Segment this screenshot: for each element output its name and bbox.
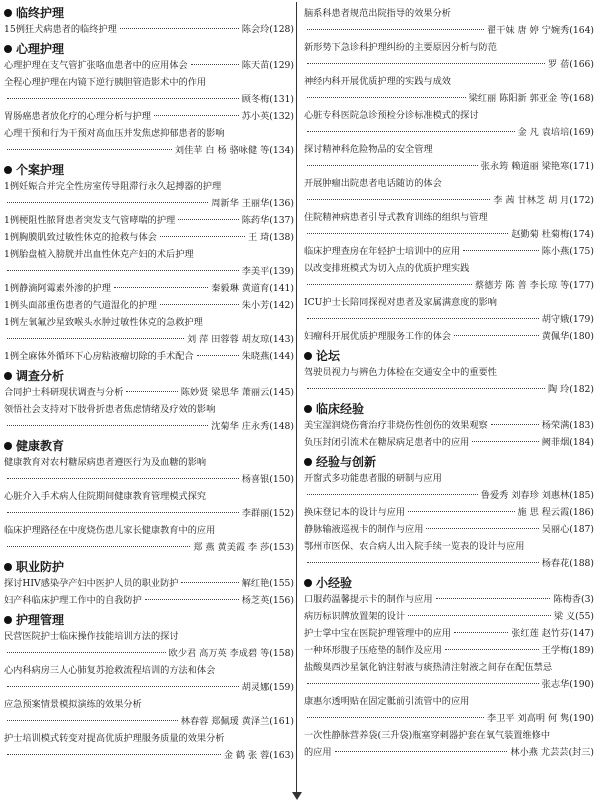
entry-authors-page: 蔡德芳 陈 普 李长琼 等(177): [474, 280, 594, 291]
toc-entry-row: [304, 608, 594, 625]
entry-title: 以改变排班模式为切入点的优质护理实践: [304, 263, 470, 274]
leader-dots: [408, 615, 551, 616]
entry-authors-page: 沈菊华 庄永秀(148): [211, 421, 294, 432]
entry-authors-page: 张红莲 赵竹芬(147): [511, 628, 594, 639]
entry-title: 静脉输液巡视卡的制作与应用: [304, 524, 424, 535]
toc-entry: [4, 280, 294, 297]
toc-entry-row: [4, 212, 294, 229]
toc-entry: [4, 592, 294, 609]
leader-dots: [307, 284, 472, 285]
leader-dots: [7, 546, 190, 547]
toc-section: [304, 5, 594, 345]
section-title: 职业防护: [16, 560, 65, 574]
section-heading: [4, 5, 294, 21]
entry-title: 负压封闭引流术在糖尿病足患者中的应用: [304, 437, 470, 448]
toc-entry-row: [304, 417, 594, 434]
toc-entry-row: [4, 263, 294, 280]
toc-entry: [304, 538, 594, 572]
entry-authors-page: 李卫平 刘高明 何 隽(190): [487, 713, 594, 724]
leader-dots: [307, 165, 478, 166]
toc-entry-row: [4, 331, 294, 348]
toc-entry: [304, 504, 594, 521]
toc-entry-row: [304, 591, 594, 608]
entry-title: 住院精神病患者引导式教育训练的组织与管理: [304, 212, 488, 223]
entry-authors-page: 陈妙贤 梁思华 萧丽云(145): [180, 387, 294, 398]
toc-entry-row: [304, 277, 594, 294]
toc-entry-row: [304, 381, 594, 398]
divider-arrow-icon: [292, 792, 302, 800]
toc-entry: [4, 522, 294, 556]
toc-entry-row: [304, 192, 594, 209]
toc-right-column: [304, 2, 594, 761]
section-title: 心理护理: [16, 42, 65, 56]
entry-title: 临床护理路径在中度烧伤患儿家长健康教育中的应用: [4, 525, 216, 536]
leader-dots: [436, 598, 551, 599]
entry-title: 心脏专科医院急诊预检分诊标准模式的探讨: [304, 110, 479, 121]
leader-dots: [181, 582, 238, 583]
toc-entry-row: [4, 297, 294, 314]
toc-section: [304, 454, 594, 572]
toc-entry: [304, 39, 594, 73]
toc-entry-row: [304, 710, 594, 727]
leader-dots: [463, 250, 539, 251]
leader-dots: [160, 236, 245, 237]
toc-entry: [4, 108, 294, 125]
toc-entry: [304, 591, 594, 608]
bullet-icon: [4, 563, 12, 571]
entry-title: 口服药温馨提示卡的制作与应用: [304, 594, 433, 605]
toc-section: [4, 5, 294, 38]
leader-dots: [426, 528, 538, 529]
leader-dots: [307, 683, 539, 684]
entry-authors-page: 陈梅香(3): [553, 594, 594, 605]
entry-title: 神经内科开展优质护理的实践与成效: [304, 76, 451, 87]
entry-title: 1例胸膜肌致过敏性休克的抢救与体会: [4, 232, 157, 243]
bullet-icon: [4, 372, 12, 380]
toc-entry-row: [304, 487, 594, 504]
leader-dots: [307, 97, 466, 98]
toc-entry: [304, 521, 594, 538]
entry-title: 心脏介入手术病人住院期间健康教育管理模式探究: [4, 491, 207, 502]
entry-authors-page: 李美平(139): [241, 266, 294, 277]
toc-entry-row: [4, 471, 294, 488]
toc-entry: [4, 178, 294, 212]
bullet-icon: [304, 352, 312, 360]
entry-title: 换床登记本的设计与应用: [304, 507, 406, 518]
entry-authors-page: 林小燕 尤芸芸(封三): [510, 747, 594, 758]
section-title: 个案护理: [16, 163, 65, 177]
leader-dots: [7, 338, 184, 339]
toc-section: [4, 559, 294, 609]
entry-authors-page: 刘佳苹 白 杨 骆咏健 等(134): [174, 145, 294, 156]
toc-section: [304, 575, 594, 761]
section-title: 临终护理: [16, 6, 65, 20]
toc-section: [4, 41, 294, 159]
bullet-icon: [4, 166, 12, 174]
entry-authors-page: 郑 燕 黄美霞 李 莎(153): [193, 542, 294, 553]
toc-entry-row: [4, 195, 294, 212]
entry-authors-page: 罗 蓓(166): [547, 59, 594, 70]
toc-left-column: [4, 2, 294, 764]
leader-dots: [197, 355, 239, 356]
toc-entry: [4, 297, 294, 314]
toc-entry: [4, 730, 294, 764]
leader-dots: [7, 686, 239, 687]
toc-entry-row: [4, 57, 294, 74]
leader-dots: [7, 512, 239, 513]
leader-dots: [154, 115, 239, 116]
section-heading: [4, 162, 294, 178]
leader-dots: [491, 424, 539, 425]
entry-authors-page: 施 思 程云霞(186): [517, 507, 594, 518]
leader-dots: [160, 304, 239, 305]
leader-dots: [7, 270, 239, 271]
entry-title: 脑系科患者规范出院指导的效果分析: [304, 8, 451, 19]
toc-entry: [304, 642, 594, 659]
entry-authors-page: 翟干妹 唐 婷 宁婉秀(164): [487, 25, 594, 36]
entry-authors-page: 张永筠 赖道丽 梁艳寒(171): [480, 161, 594, 172]
entry-title: 1例妊娠合并完全性房室传导阻滞行永久起搏器的护理: [4, 181, 222, 192]
entry-title: 临床护理查房在年轻护士培训中的应用: [304, 246, 461, 257]
entry-authors-page: 黄佩华(180): [541, 331, 594, 342]
toc-entry: [304, 693, 594, 727]
bullet-icon: [304, 579, 312, 587]
entry-authors-page: 张志华(190): [541, 679, 594, 690]
bullet-icon: [304, 405, 312, 413]
entry-title: 探讨HIV感染孕产妇中医护人员的职业防护: [4, 578, 179, 589]
leader-dots: [7, 425, 208, 426]
toc-entry-row: [304, 22, 594, 39]
leader-dots: [445, 649, 539, 650]
toc-section: [304, 401, 594, 451]
toc-entry: [4, 662, 294, 696]
entry-title: 1例全麻体外循环下心房粘液瘤切除的手术配合: [4, 351, 194, 362]
entry-authors-page: 杨春花(188): [541, 558, 594, 569]
leader-dots: [120, 28, 239, 29]
toc-section: [4, 438, 294, 556]
toc-entry: [304, 5, 594, 39]
entry-authors-page: 金 鹤 张 蓉(163): [223, 750, 294, 761]
toc-entry: [304, 107, 594, 141]
bullet-icon: [4, 442, 12, 450]
entry-authors-page: 陈小燕(175): [541, 246, 594, 257]
toc-entry: [304, 260, 594, 294]
toc-entry: [4, 74, 294, 108]
entry-authors-page: 王学梅(189): [541, 645, 594, 656]
toc-entry-row: [4, 418, 294, 435]
toc-entry-row: [304, 243, 594, 260]
toc-entry-row: [4, 229, 294, 246]
entry-authors-page: 朱小芳(142): [241, 300, 294, 311]
entry-title: 1例胎盘植入膀胱并出血性休克产妇的术后护理: [4, 249, 194, 260]
entry-title: 新形势下急诊科护理纠纷的主要原因分析与防范: [304, 42, 497, 53]
entry-authors-page: 秦毅琳 黄道育(141): [211, 283, 294, 294]
entry-authors-page: 陈天苗(129): [241, 60, 294, 71]
leader-dots: [335, 751, 508, 752]
toc-entry-row: [4, 679, 294, 696]
section-title: 健康教育: [16, 439, 65, 453]
toc-entry-row: [304, 56, 594, 73]
toc-entry: [304, 175, 594, 209]
entry-title: 1例梗阻性脓肾患者突发支气管哮喘的护理: [4, 215, 176, 226]
entry-title: 全程心理护理在内镜下逆行胰胆管造影术中的作用: [4, 77, 207, 88]
toc-entry: [4, 246, 294, 280]
toc-entry: [4, 229, 294, 246]
toc-entry-row: [304, 90, 594, 107]
toc-entry: [304, 417, 594, 434]
toc-entry: [304, 73, 594, 107]
entry-title: 胃肠癌患者放化疗的心理分析与护理: [4, 111, 151, 122]
leader-dots: [307, 388, 545, 389]
leader-dots: [126, 391, 177, 392]
entry-title: 驾驶员视力与辨色力体检在交通安全中的重要性: [304, 367, 497, 378]
leader-dots: [307, 29, 484, 30]
entry-title: 盐酸臭西沙星氯化钠注射液与痰热清注射液之间存在配伍禁忌: [304, 662, 553, 673]
leader-dots: [472, 441, 538, 442]
toc-entry-row: [304, 311, 594, 328]
toc-entry-row: [304, 504, 594, 521]
toc-entry: [304, 608, 594, 625]
entry-title: 心理护理在支气管扩张咯血患者中的应用体会: [4, 60, 188, 71]
toc-entry-row: [4, 108, 294, 125]
entry-title: 开展肿瘤出院患者电话随访的体会: [304, 178, 442, 189]
toc-entry: [304, 141, 594, 175]
toc-entry-row: [304, 434, 594, 451]
entry-title-tail: 的应用: [304, 747, 332, 758]
section-title: 临床经验: [316, 402, 365, 416]
leader-dots: [191, 64, 239, 65]
toc-entry: [304, 727, 594, 761]
entry-title: 心理干预和行为干预对高血压并发焦虑抑郁患者的影响: [4, 128, 225, 139]
entry-authors-page: 林春蓉 郑佩瑷 黄泽兰(161): [180, 716, 294, 727]
section-heading: [304, 348, 594, 364]
leader-dots: [7, 149, 172, 150]
toc-entry: [4, 401, 294, 435]
toc-entry-row: [4, 280, 294, 297]
bullet-icon: [4, 616, 12, 624]
toc-entry: [4, 628, 294, 662]
leader-dots: [307, 199, 490, 200]
entry-title: 15例狂犬病患者的临终护理: [4, 24, 117, 35]
entry-authors-page: 王 琦(138): [247, 232, 294, 243]
entry-authors-page: 陈药华(137): [241, 215, 294, 226]
leader-dots: [307, 63, 545, 64]
toc-entry: [304, 470, 594, 504]
entry-authors-page: 顾冬梅(131): [241, 94, 294, 105]
entry-authors-page: 胡守娥(179): [541, 314, 594, 325]
entry-authors-page: 杨喜银(150): [241, 474, 294, 485]
section-heading: [4, 559, 294, 575]
section-heading: [4, 612, 294, 628]
toc-entry-row: [304, 521, 594, 538]
entry-authors-page: 鲁爱秀 刘春珍 刘惠林(185): [480, 490, 594, 501]
leader-dots: [7, 754, 221, 755]
toc-entry: [4, 384, 294, 401]
toc-entry-row: [304, 625, 594, 642]
bullet-icon: [4, 9, 12, 17]
toc-section: [4, 612, 294, 764]
toc-entry-row: [4, 539, 294, 556]
section-title: 调查分析: [16, 369, 65, 383]
entry-title: 妇瘤科开展优质护理服务工作的体会: [304, 331, 451, 342]
toc-entry-row: [4, 747, 294, 764]
entry-title: 开窗式多功能患者服的研制与应用: [304, 473, 442, 484]
section-heading: [304, 575, 594, 591]
bullet-icon: [304, 458, 312, 466]
entry-title: 1例左氧氟沙星致喉头水肿过敏性休克的急救护理: [4, 317, 203, 328]
toc-entry-row: [304, 642, 594, 659]
leader-dots: [307, 562, 539, 563]
toc-entry: [4, 314, 294, 348]
entry-title: 心内科病房三人心肺复苏抢救流程培训的方法和体会: [4, 665, 216, 676]
toc-entry: [4, 575, 294, 592]
entry-title: 应急预案情景模拟演练的效果分析: [4, 699, 142, 710]
toc-entry: [304, 209, 594, 243]
toc-entry-row: [4, 575, 294, 592]
toc-entry-row: [304, 676, 594, 693]
entry-authors-page: 朱晓燕(144): [241, 351, 294, 362]
leader-dots: [307, 494, 478, 495]
toc-entry: [4, 21, 294, 38]
entry-title: 一次性静脉营养袋(三升袋)瓶塞穿刺器护套在氧气装置维修中: [304, 730, 551, 741]
entry-authors-page: 陈会玲(128): [241, 24, 294, 35]
section-heading: [304, 401, 594, 417]
section-heading: [4, 41, 294, 57]
entry-title: 妇产科临床护理工作中的自我防护: [4, 595, 142, 606]
entry-title: 1例头面部重伤患者的气道湿化的护理: [4, 300, 157, 311]
entry-title: ICU护士长陪同探视对患者及家属满意度的影响: [304, 297, 497, 308]
toc-entry-row: [304, 744, 594, 761]
toc-entry: [4, 57, 294, 74]
toc-entry: [304, 434, 594, 451]
toc-entry-row: [4, 384, 294, 401]
toc-entry-row: [4, 713, 294, 730]
toc-section: [304, 348, 594, 398]
entry-authors-page: 赵勤菊 杜菊梅(174): [511, 229, 594, 240]
toc-entry: [4, 454, 294, 488]
leader-dots: [7, 720, 178, 721]
bullet-icon: [4, 45, 12, 53]
entry-title: 护士培训模式转变对提高优质护理服务质量的效果分析: [4, 733, 225, 744]
entry-authors-page: 刘 萍 田蓉蓉 胡友琼(143): [187, 334, 294, 345]
leader-dots: [7, 98, 239, 99]
entry-authors-page: 李 茜 甘林芝 胡 月(172): [493, 195, 594, 206]
entry-title: 探讨精神科危险物品的安全管理: [304, 144, 433, 155]
toc-entry: [304, 294, 594, 328]
entry-title: 鄂州市医保、农合病人出入院手续一览表的设计与应用: [304, 541, 525, 552]
toc-section: [4, 162, 294, 365]
toc-entry-row: [304, 124, 594, 141]
entry-authors-page: 杨芝英(156): [241, 595, 294, 606]
section-heading: [4, 438, 294, 454]
entry-authors-page: 吴丽心(187): [541, 524, 594, 535]
leader-dots: [7, 202, 208, 203]
toc-entry-row: [4, 592, 294, 609]
entry-title: 1例静滴阿霉素外渗的护理: [4, 283, 111, 294]
toc-entry: [304, 243, 594, 260]
entry-authors-page: 李群丽(152): [241, 508, 294, 519]
section-heading: [4, 368, 294, 384]
toc-entry-row: [304, 555, 594, 572]
toc-entry: [304, 659, 594, 693]
section-title: 经验与创新: [316, 455, 377, 469]
entry-authors-page: 金 凡 袁培培(169): [517, 127, 594, 138]
section-heading: [304, 454, 594, 470]
toc-entry-row: [4, 348, 294, 365]
section-title: 护理管理: [16, 613, 65, 627]
entry-title: 民营医院护士临床操作技能培训方法的探讨: [4, 631, 179, 642]
leader-dots: [454, 335, 539, 336]
toc-entry-row: [304, 328, 594, 345]
entry-authors-page: 梁红丽 陈阳新 郭亚金 等(168): [468, 93, 594, 104]
toc-entry: [4, 696, 294, 730]
toc-entry-row: [4, 91, 294, 108]
entry-title: 护士掌中宝在医院护理管理中的应用: [304, 628, 451, 639]
toc-entry-row: [304, 226, 594, 243]
column-divider: [296, 2, 297, 794]
toc-entry-row: [4, 142, 294, 159]
leader-dots: [178, 219, 238, 220]
leader-dots: [307, 318, 539, 319]
toc-entry: [4, 212, 294, 229]
entry-title: 康惠尔透明贴在固定骶前引流管中的应用: [304, 696, 470, 707]
toc-entry: [304, 625, 594, 642]
leader-dots: [7, 478, 239, 479]
toc-entry: [304, 328, 594, 345]
entry-title: 一种环形腹子压疮垫的制作及应用: [304, 645, 442, 656]
entry-authors-page: 阙菲烟(184): [541, 437, 594, 448]
leader-dots: [454, 632, 508, 633]
toc-entry: [4, 348, 294, 365]
leader-dots: [408, 511, 514, 512]
toc-entry: [304, 364, 594, 398]
entry-title: 病历标识牌放置架的设计: [304, 611, 406, 622]
leader-dots: [145, 599, 239, 600]
entry-title: 领悟社会支持对下肢骨折患者焦虑情绪及疗效的影响: [4, 404, 216, 415]
entry-authors-page: 陶 玲(182): [547, 384, 594, 395]
toc-section: [4, 368, 294, 435]
entry-authors-page: 杨荣满(183): [541, 420, 594, 431]
toc-entry: [4, 488, 294, 522]
entry-authors-page: 梁 义(55): [553, 611, 594, 622]
entry-title: 美宝湿润烧伤膏治疗非烧伤性创伤的效果观察: [304, 420, 488, 431]
entry-title: 合同护士科研现状调查与分析: [4, 387, 124, 398]
entry-authors-page: 周新华 王丽华(136): [211, 198, 294, 209]
entry-authors-page: 胡灵娜(159): [241, 682, 294, 693]
toc-entry-row: [304, 158, 594, 175]
entry-authors-page: 苏小英(132): [241, 111, 294, 122]
toc-entry-row: [4, 21, 294, 38]
toc-entry-row: [4, 645, 294, 662]
section-title: 论坛: [316, 349, 341, 363]
toc-entry: [4, 125, 294, 159]
entry-authors-page: 解红艳(155): [241, 578, 294, 589]
leader-dots: [307, 131, 515, 132]
leader-dots: [307, 717, 484, 718]
entry-authors-page: 欧少君 高万英 李成碧 等(158): [168, 648, 294, 659]
leader-dots: [7, 652, 166, 653]
leader-dots: [114, 287, 208, 288]
leader-dots: [307, 233, 508, 234]
toc-entry-row: [4, 505, 294, 522]
entry-title: 健康教育对农村糖尿病患者遵医行为及血糖的影响: [4, 457, 207, 468]
section-title: 小经验: [316, 576, 353, 590]
